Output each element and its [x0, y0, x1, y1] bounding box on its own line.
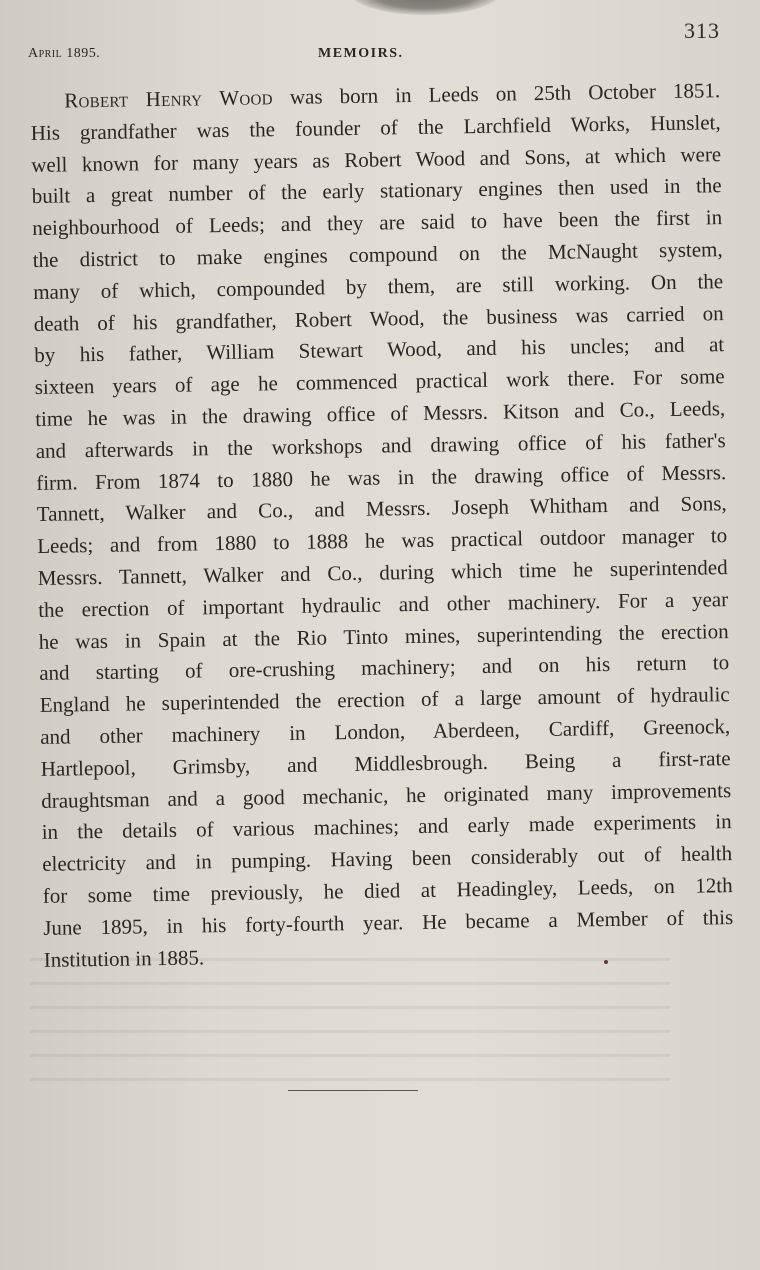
memoir-line: neighbourhood of Leeds; and they are said to have been the first in	[32, 205, 723, 241]
memoir-line: by his father, William Stewart Wood, and his uncles; and at	[34, 332, 725, 368]
memoir-line: Messrs. Tannett, Walker and Co., during which time he superintended	[37, 555, 728, 590]
memoir-line: built a great number of the early stationary engines then used in the	[31, 173, 722, 209]
running-head	[28, 46, 708, 70]
memoir-line: and other machinery in London, Aberdeen, Cardiff, Greenock,	[40, 714, 731, 749]
memoir-line: Leeds; and from 1880 to 1888 he was practical outdoor manager to	[37, 523, 728, 559]
memoir-line: draughtsman and a good mechanic, he originated many improvements	[41, 777, 732, 813]
memoir-line: England he superintended the erection of a large amount of hydraulic	[39, 682, 730, 718]
memoir-line: well known for many years as Robert Wood and Sons, at which were	[31, 141, 722, 177]
memoir-name: Robert Henry Wood	[64, 85, 274, 113]
memoir-line: firm. From 1874 to 1880 he was in the drawing office of Messrs.	[36, 459, 727, 495]
running-head-date: April 1895.	[28, 46, 101, 61]
memoir-line: for some time previously, he died at Headingley, Leeds, on 12th	[42, 872, 733, 908]
binding-shadow	[350, 0, 500, 15]
memoir-line: the erection of important hydraulic and other machinery. For a year	[38, 586, 729, 622]
memoir-line: death of his grandfather, Robert Wood, the business was carried on	[33, 300, 724, 336]
section-divider	[288, 1090, 418, 1091]
page-number: 313	[684, 18, 720, 43]
memoir-line: in the details of various machines; and early made experiments in	[41, 809, 732, 845]
memoir-line: Institution in 1885.	[43, 944, 205, 972]
memoir-line: Hartlepool, Grimsby, and Middlesbrough. Being a first-rate	[40, 745, 731, 781]
memoir-line: he was in Spain at the Rio Tinto mines, superintending the erection	[38, 618, 729, 654]
memoir-line: His grandfather was the founder of the Larchfield Works, Hunslet,	[30, 109, 721, 145]
memoir-line: sixteen years of age he commenced practical work there. For some	[34, 364, 725, 400]
memoir-line: time he was in the drawing office of Messrs. Kitson and Co., Leeds,	[35, 396, 726, 431]
memoir-line: June 1895, in his forty-fourth year. He became a Member of this	[43, 904, 734, 940]
memoir-line: and afterwards in the workshops and drawing office of his father's	[35, 427, 726, 463]
memoir-line: Robert Henry Wood was born in Leeds on 25th October 1851.	[64, 78, 721, 113]
ink-speck	[604, 960, 608, 964]
memoir-line: the district to make engines compound on the McNaught system,	[32, 237, 723, 272]
memoir-line: many of which, compounded by them, are still working. On the	[33, 268, 724, 304]
running-head-section: MEMOIRS.	[318, 46, 404, 61]
show-through-text	[30, 958, 670, 1088]
memoir-line: electricity and in pumping. Having been considerably out of health	[42, 841, 733, 877]
memoir-paragraph	[30, 75, 734, 976]
memoir-line: Tannett, Walker and Co., and Messrs. Joseph Whitham and Sons,	[36, 491, 727, 527]
memoir-line: and starting of ore-crushing machinery; and on his return to	[39, 650, 730, 686]
